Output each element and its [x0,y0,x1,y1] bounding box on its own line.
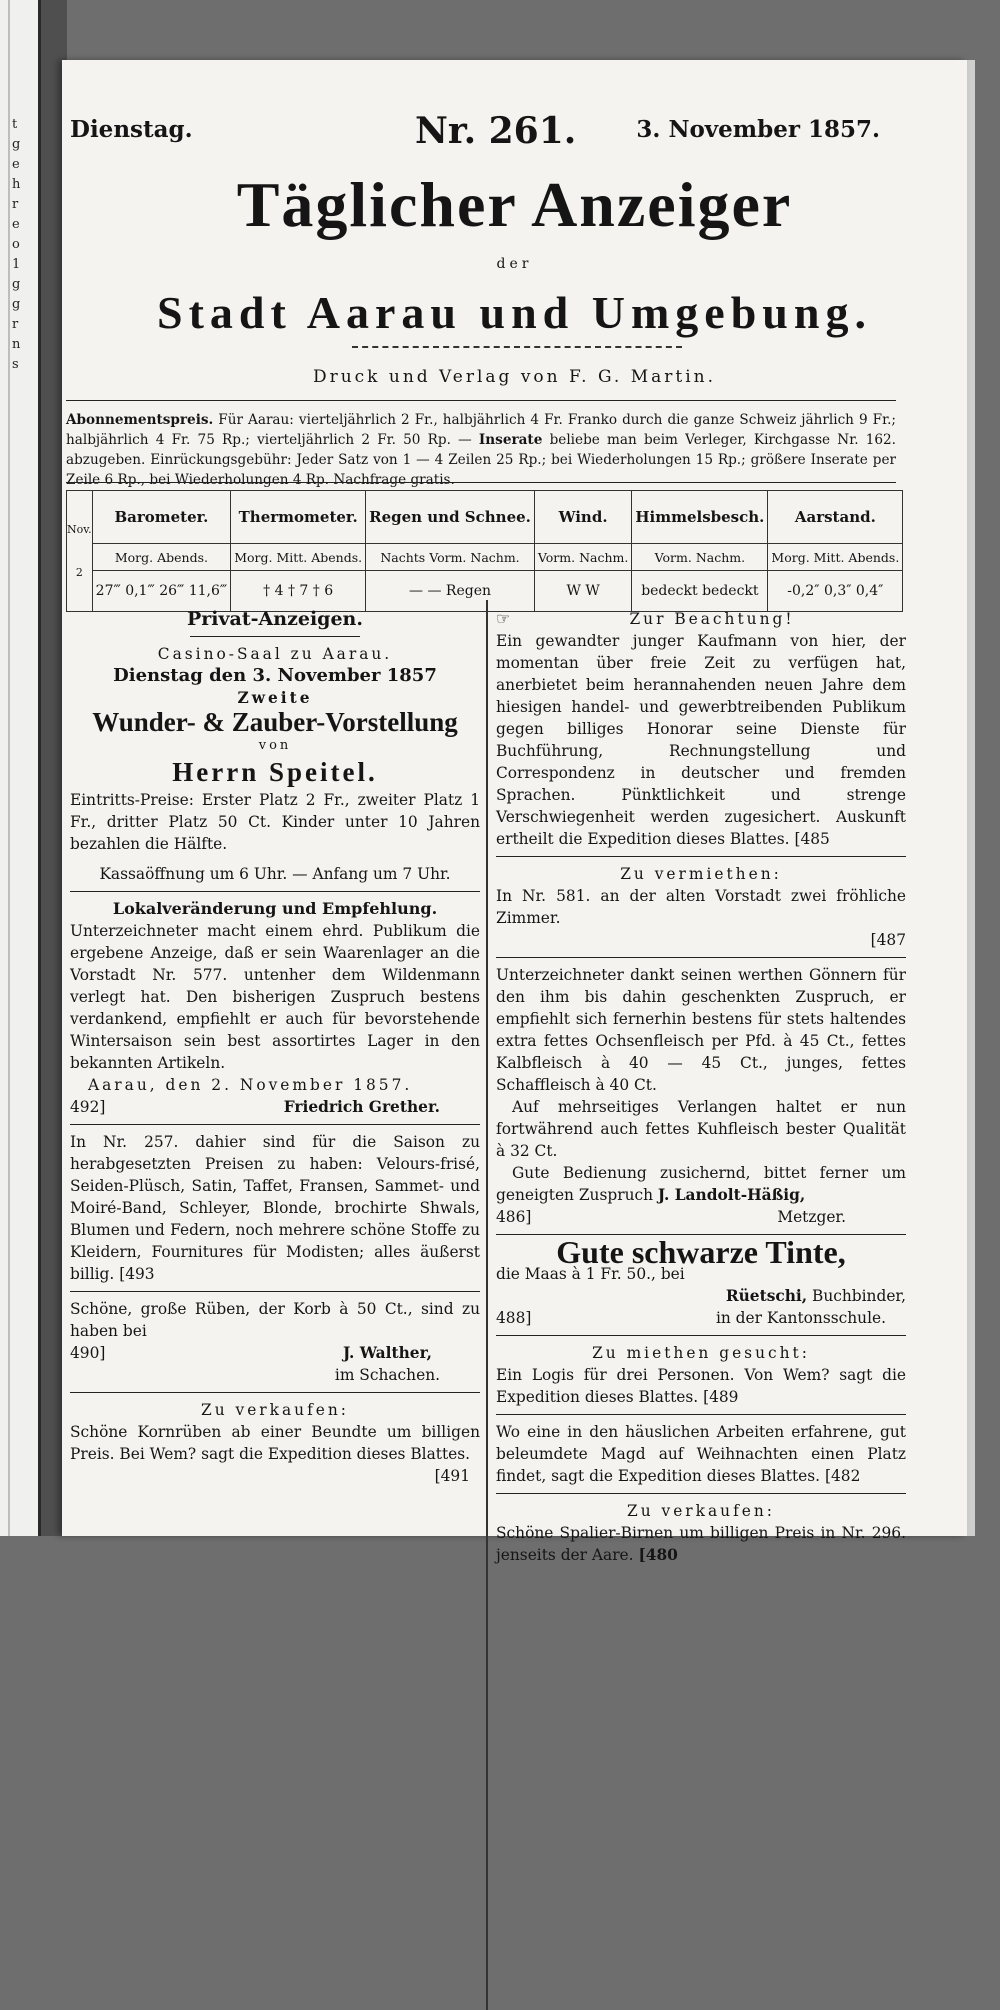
binding-letter: n [12,337,21,352]
divider [496,1493,906,1494]
weather-date-cell [67,491,93,612]
fleisch-text-3 [496,1162,906,1206]
divider [496,1414,906,1415]
issue-number: Nr. 261. [415,110,577,152]
subscription-text-2: beliebe man beim Verleger, Kirchgasse Nr. 162. abzugeben. Einrückungsgebühr: Jeder Satz von 1 — 4 Zeilen 25 Rp.; bei Wiederholungen 15 Rp.; größere Inserate per Zeile 6 Rp., bei Wiederholungen 4 Rp. Nachfrage gratis. [66,432,896,488]
binding-letter: 1 [12,257,21,272]
right-column [496,608,906,1566]
binding-letter: t [12,117,18,132]
binding-letter: r [12,197,19,212]
box-office: Kassaöffnung um 6 Uhr. — Anfang um 7 Uhr. [99,865,451,883]
inserate-label: Inserate [478,432,543,448]
divider [70,1124,480,1125]
divider [496,856,906,857]
subscription-label: Abonnementspreis. [66,412,214,428]
divider [190,636,360,637]
weather-sub-rain: Nachts Vorm. Nachm. [366,544,535,571]
binding-letters [12,115,26,375]
rueben-sign-block [335,1342,440,1386]
birnen-ref: [480 [638,1546,678,1564]
rueben-text: Schöne, große Rüben, der Korb à 50 Ct., sind zu haben bei [70,1300,480,1340]
seide-ref: [493 [119,1265,155,1283]
binding-letter: o [12,237,20,252]
tinte-place: in der Kantonsschule. [715,1309,886,1327]
birnen-text [496,1522,906,1566]
weather-val-rain: — — Regen [366,571,535,612]
weather-sub-barometer: Morg. Abends. [92,544,231,571]
beachtung-text-body: Ein gewandter junger Kaufmann von hier, der momentan über freie Zeit zu verfügen hat, anerbietet beim herannahenden neuen Jahre dem hiesigen handel- und gewerbtreibenden Publikum gegen billiges Honorar seine Dienste für Buchführung, Rechnungstellung und Correspondenz in deutscher und fremden Sprachen. Pünktlichkeit und strenge Verschwiegenheit werden zugesichert. Auskunft ertheilt die Expedition dieses Blattes. [496,632,906,848]
divider [70,1392,480,1393]
binding-letter: e [12,217,20,232]
lokal-text: Unterzeichneter macht einem ehrd. Publikum die ergebene Anzeige, daß er sein Waarenlager an die Vorstadt Nr. 577. untenher dem Wildenmann verlegt hat. Den bisherigen Zuspruch bestens verdankend, empfiehlt er auch für bevorstehende Wintersaison sein best assortirtes Lager in den bekannten Artikeln. [70,922,480,1072]
weather-header-thermometer: Thermometer. [231,491,366,544]
weather-header-sky: Himmelsbesch. [632,491,768,544]
issue-header [70,110,880,150]
seide-text [70,1131,480,1285]
issue-day: Dienstag. [70,116,193,143]
publisher-line: Druck und Verlag von F. G. Martin. [312,367,717,387]
verkaufen-heading-left: Zu verkaufen: [201,1401,349,1419]
binding-letter: g [12,137,21,152]
rueben-ref: 490] [70,1344,106,1362]
masthead-divider [352,346,682,348]
lokal-ref: 492] [70,1098,106,1116]
magd-ref: [482 [824,1467,861,1485]
weather-header-barometer: Barometer. [92,491,231,544]
weather-val-sky: bedeckt bedeckt [632,571,768,612]
left-column [70,608,480,1487]
subscription-notice [66,410,896,490]
weather-month: Nov. [67,523,92,536]
weather-header-wind: Wind. [534,491,631,544]
rueben-place: im Schachen. [334,1366,440,1384]
weather-val-thermometer: † 4 † 7 † 6 [231,571,366,612]
weather-val-wind: W W [534,571,631,612]
weather-sub-wind: Vorm. Nachm. [534,544,631,571]
weather-header-rain: Regen und Schnee. [366,491,535,544]
tinte-ref: 488] [496,1309,532,1327]
miethen-text [496,1364,906,1408]
show-title: Wunder- & Zauber-Vorstellung [92,707,458,737]
book-binding-strip [0,0,41,1536]
lokal-heading: Lokalveränderung und Empfehlung. [112,899,438,918]
tinte-signature-row [496,1307,906,1329]
binding-letter: s [12,357,19,372]
divider [70,1291,480,1292]
casino-line: Casino-Saal zu Aarau. [157,645,393,663]
miethen-ref: [489 [703,1388,739,1406]
binding-letter: e [12,157,20,172]
privat-heading: Privat-Anzeigen. [187,608,363,630]
lokal-date: Aarau, den 2. November 1857. [88,1076,413,1094]
birnen-text-body: Schöne Spalier-Birnen um billigen Preis in Nr. 296. jenseits der Aare. [496,1524,906,1564]
magd-text [496,1421,906,1487]
fleisch-text-3-body: Gute Bedienung zusichernd, bittet ferner um geneigten Zuspruch [496,1164,906,1204]
rueben-signature-row [70,1342,480,1386]
binding-line [8,0,10,1536]
weather-sub-river: Morg. Mitt. Abends. [768,544,903,571]
vermiethen-text: In Nr. 581. an der alten Vorstadt zwei fröhliche Zimmer. [496,887,906,927]
tinte-name: Rüetschi, [725,1287,808,1305]
newspaper-page [62,60,967,1564]
fleisch-text: Unterzeichneter dankt seinen werthen Gönnern für den ihm bis dahin geschenkten Zuspruch, er empfiehlt sich fernerhin bestens für stets haltendes extra fettes Ochsenfleisch per Pfd. à 45 Ct., fettes Kalbfleisch à 40 — 45 Ct., junges, fettes Schaffleisch à 40 Ct. [496,966,906,1094]
issue-date: 3. November 1857. [636,116,880,143]
pointing-hand-icon: ☞ [496,609,511,628]
binding-letter: r [12,317,19,332]
fleisch-name: J. Landolt-Häßig, [657,1186,806,1204]
column-separator [486,600,488,2010]
korn-ref: [491 [434,1467,470,1485]
weather-sub-sky: Vorm. Nachm. [632,544,768,571]
beachtung-heading-row [496,608,906,630]
masthead-subtitle: Stadt Aarau und Umgebung. [157,287,872,338]
miethen-heading: Zu miethen gesucht: [592,1344,810,1362]
tinte-seller [496,1285,906,1307]
beachtung-ref: [485 [794,830,830,848]
weather-sub-thermometer: Morg. Mitt. Abends. [231,544,366,571]
binding-letter: g [12,277,21,292]
subscription-text-1: Für Aarau: vierteljährlich 2 Fr., halbjährlich 4 Fr. Franko durch die ganze Schweiz jährlich 9 Fr.; halbjährlich 4 Fr. 75 Rp.; vierteljährlich 2 Fr. 50 Rp. — [66,412,896,448]
masthead-der: der [496,256,533,272]
magd-text-body: Wo eine in den häuslichen Arbeiten erfahrene, gut beleumdete Magd auf Weihnachten einen Platz findet, sagt die Expedition dieses Blattes. [496,1423,906,1485]
von-line: von [258,738,292,753]
fleisch-signature-row [496,1206,906,1228]
verkaufen-heading-right: Zu verkaufen: [627,1502,775,1520]
beachtung-heading: Zur Beachtung! [629,610,795,628]
weather-day: 2 [75,566,83,579]
zweite-line: Zweite [237,689,313,707]
masthead-title: Täglicher Anzeiger [236,169,793,240]
tinte-job: Buchbinder, [812,1287,906,1305]
vermiethen-heading: Zu vermiethen: [620,865,782,883]
korn-text: Schöne Kornrüben ab einer Beundte um billigen Preis. Bei Wem? sagt die Expedition dieses Blattes. [70,1423,480,1463]
show-date: Dienstag den 3. November 1857 [113,665,437,686]
ticket-prices: Eintritts-Preise: Erster Platz 2 Fr., zweiter Platz 1 Fr., dritter Platz 50 Ct. Kinder unter 10 Jahren bezahlen die Hälfte. [70,791,480,853]
divider [70,891,480,892]
miethen-text-body: Ein Logis für drei Personen. Von Wem? sagt die Expedition dieses Blattes. [496,1366,906,1406]
lokal-signature: Friedrich Grether. [283,1098,440,1116]
fleisch-ref: 486] [496,1208,532,1226]
weather-val-barometer: 27‴ 0,1‴ 26‴ 11,6‴ [92,571,231,612]
tinte-text: die Maas à 1 Fr. 50., bei [496,1265,685,1283]
binding-letter: h [12,177,21,192]
vermiethen-ref: [487 [870,931,906,949]
seide-text-body: In Nr. 257. dahier sind für die Saison zu herabgesetzten Preisen zu haben: Velours-frisé, Seiden-Plüsch, Satin, Taffet, Fransen, Sammet- und Moiré-Band, Schleyer, Blonde, brochirte Shwals, Blumen und Federn, noch mehrere schöne Stoffe zu Kleidern, Fournitures für Modisten; alles äußerst billig. [70,1133,480,1283]
binding-letter: g [12,297,21,312]
weather-table [66,490,903,612]
tinte-heading: Gute schwarze Tinte, [556,1234,846,1270]
divider [496,957,906,958]
rule-mid [66,482,896,483]
rule-top [66,400,896,401]
weather-header-river: Aarstand. [768,491,903,544]
fleisch-text-2: Auf mehrseitiges Verlangen haltet er nun fortwährend auch fettes Kuhfleisch bester Qualität à 32 Ct. [496,1098,906,1160]
rueben-name: J. Walther, [342,1344,432,1362]
fleisch-job: Metzger. [777,1208,846,1226]
beachtung-text [496,630,906,850]
lokal-signature-row [70,1096,480,1118]
performer-name: Herrn Speitel. [172,757,378,787]
weather-val-river: -0,2″ 0,3″ 0,4″ [768,571,903,612]
divider [496,1335,906,1336]
